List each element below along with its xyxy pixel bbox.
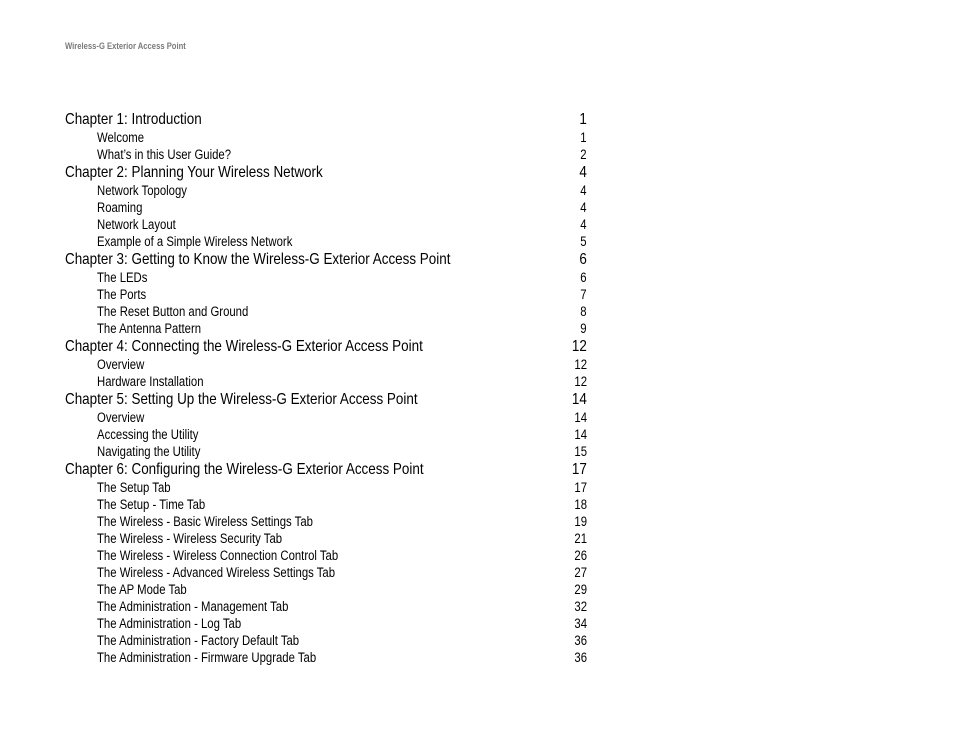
toc-chapter-page: 12 — [572, 338, 587, 355]
toc-section-page: 14 — [574, 427, 587, 442]
toc-section-title: The Antenna Pattern — [97, 321, 202, 336]
toc-chapter-entry[interactable] — [65, 460, 587, 479]
toc-section-page: 18 — [574, 497, 587, 512]
toc-section-page: 9 — [580, 321, 587, 336]
toc-section-entry[interactable] — [65, 303, 587, 320]
toc-chapter-entry[interactable] — [65, 250, 587, 269]
toc-chapter-page: 6 — [579, 251, 587, 268]
toc-chapter-entry[interactable] — [65, 163, 587, 182]
toc-section-page: 17 — [574, 480, 587, 495]
toc-section-page: 5 — [580, 234, 587, 249]
toc-section-title: The Wireless - Wireless Connection Control Tab — [97, 548, 339, 563]
toc-section-title: The Wireless - Basic Wireless Settings Tab — [97, 514, 313, 529]
toc-section-page: 34 — [574, 616, 587, 631]
toc-section-page: 6 — [580, 270, 587, 285]
toc-section-title: The Wireless - Wireless Security Tab — [97, 531, 283, 546]
toc-section-page: 8 — [580, 304, 587, 319]
toc-section-entry[interactable] — [65, 216, 587, 233]
toc-section-title: The Administration - Factory Default Tab — [97, 633, 300, 648]
toc-section-entry[interactable] — [65, 615, 587, 632]
toc-section-entry[interactable] — [65, 426, 587, 443]
toc-section-title: Overview — [97, 410, 145, 425]
toc-section-page: 21 — [574, 531, 587, 546]
toc-section-page: 12 — [574, 357, 587, 372]
toc-section-page: 29 — [574, 582, 587, 597]
toc-section-page: 15 — [574, 444, 587, 459]
toc-section-title: Roaming — [97, 200, 143, 215]
toc-section-page: 7 — [580, 287, 587, 302]
table-of-contents — [65, 110, 587, 666]
toc-section-title: The Reset Button and Ground — [97, 304, 249, 319]
toc-section-page: 36 — [574, 633, 587, 648]
toc-section-entry[interactable] — [65, 564, 587, 581]
toc-section-entry[interactable] — [65, 146, 587, 163]
running-header: Wireless-G Exterior Access Point — [65, 41, 186, 51]
toc-chapter-entry[interactable] — [65, 110, 587, 129]
toc-chapter-page: 14 — [572, 391, 587, 408]
toc-section-title: Navigating the Utility — [97, 444, 201, 459]
toc-section-entry[interactable] — [65, 286, 587, 303]
toc-section-page: 32 — [574, 599, 587, 614]
toc-section-title: The Setup Tab — [97, 480, 171, 495]
toc-section-entry[interactable] — [65, 547, 587, 564]
toc-chapter-entry[interactable] — [65, 390, 587, 409]
toc-chapter-page: 4 — [579, 164, 587, 181]
toc-section-page: 2 — [580, 147, 587, 162]
toc-section-entry[interactable] — [65, 373, 587, 390]
toc-section-entry[interactable] — [65, 632, 587, 649]
toc-chapter-page: 1 — [579, 111, 587, 128]
toc-chapter-entry[interactable] — [65, 337, 587, 356]
toc-chapter-title: Chapter 2: Planning Your Wireless Network — [65, 164, 323, 181]
toc-section-title: Overview — [97, 357, 145, 372]
toc-section-entry[interactable] — [65, 598, 587, 615]
toc-section-entry[interactable] — [65, 199, 587, 216]
toc-section-entry[interactable] — [65, 182, 587, 199]
toc-section-page: 12 — [574, 374, 587, 389]
toc-section-title: What’s in this User Guide? — [97, 147, 232, 162]
toc-section-title: The AP Mode Tab — [97, 582, 187, 597]
toc-section-page: 27 — [574, 565, 587, 580]
toc-section-title: The Wireless - Advanced Wireless Settings Tab — [97, 565, 336, 580]
toc-section-title: The Administration - Log Tab — [97, 616, 242, 631]
toc-section-page: 36 — [574, 650, 587, 665]
toc-chapter-title: Chapter 1: Introduction — [65, 111, 202, 128]
toc-section-entry[interactable] — [65, 496, 587, 513]
toc-chapter-page: 17 — [572, 461, 587, 478]
toc-section-page: 19 — [574, 514, 587, 529]
toc-section-entry[interactable] — [65, 409, 587, 426]
toc-section-page: 26 — [574, 548, 587, 563]
toc-section-title: The Setup - Time Tab — [97, 497, 206, 512]
toc-section-entry[interactable] — [65, 269, 587, 286]
toc-chapter-title: Chapter 6: Configuring the Wireless-G Exterior Access Point — [65, 461, 424, 478]
toc-section-title: Accessing the Utility — [97, 427, 199, 442]
toc-section-entry[interactable] — [65, 356, 587, 373]
toc-section-page: 4 — [580, 217, 587, 232]
toc-chapter-title: Chapter 3: Getting to Know the Wireless-G Exterior Access Point — [65, 251, 451, 268]
toc-section-title: Example of a Simple Wireless Network — [97, 234, 293, 249]
toc-chapter-title: Chapter 4: Connecting the Wireless-G Exterior Access Point — [65, 338, 423, 355]
toc-section-title: Network Layout — [97, 217, 176, 232]
toc-section-title: The Administration - Management Tab — [97, 599, 289, 614]
toc-section-title: The Administration - Firmware Upgrade Tab — [97, 650, 317, 665]
toc-section-entry[interactable] — [65, 320, 587, 337]
toc-section-entry[interactable] — [65, 581, 587, 598]
toc-section-title: Hardware Installation — [97, 374, 204, 389]
toc-section-entry[interactable] — [65, 233, 587, 250]
toc-section-title: Welcome — [97, 130, 145, 145]
toc-section-page: 4 — [580, 200, 587, 215]
toc-section-page: 4 — [580, 183, 587, 198]
toc-chapter-title: Chapter 5: Setting Up the Wireless-G Exterior Access Point — [65, 391, 418, 408]
toc-section-page: 14 — [574, 410, 587, 425]
toc-section-entry[interactable] — [65, 129, 587, 146]
toc-section-entry[interactable] — [65, 513, 587, 530]
toc-section-entry[interactable] — [65, 530, 587, 547]
toc-section-title: Network Topology — [97, 183, 187, 198]
toc-section-entry[interactable] — [65, 649, 587, 666]
toc-section-title: The Ports — [97, 287, 147, 302]
toc-section-title: The LEDs — [97, 270, 148, 285]
toc-section-page: 1 — [580, 130, 587, 145]
toc-section-entry[interactable] — [65, 443, 587, 460]
toc-section-entry[interactable] — [65, 479, 587, 496]
